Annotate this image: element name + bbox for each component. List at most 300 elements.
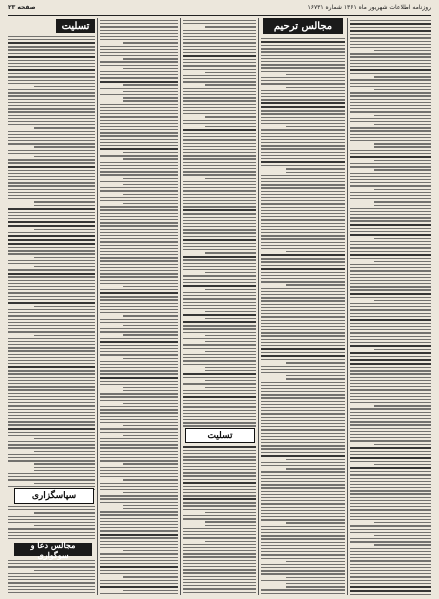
text-line	[34, 201, 95, 202]
text-line	[100, 348, 178, 349]
text-line	[183, 537, 256, 538]
text-line	[100, 107, 178, 108]
text-line	[261, 45, 345, 46]
text-line	[183, 136, 256, 137]
text-line	[183, 298, 256, 299]
text-line	[34, 205, 95, 206]
text-line	[100, 495, 178, 496]
text-line	[183, 572, 256, 573]
text-line	[100, 206, 178, 207]
text-line	[8, 566, 95, 567]
text-line	[261, 235, 345, 236]
text-line	[100, 412, 178, 413]
text-line	[8, 179, 95, 180]
text-line	[183, 129, 256, 131]
text-line	[100, 400, 178, 401]
text-line	[8, 66, 95, 67]
text-line	[183, 582, 256, 583]
text-line	[8, 56, 95, 58]
text-line	[100, 454, 178, 455]
text-line	[350, 567, 431, 568]
text-line	[123, 100, 178, 101]
text-line	[100, 370, 178, 371]
text-line	[183, 472, 256, 473]
text-line	[261, 58, 345, 59]
text-line	[34, 86, 95, 87]
text-line	[183, 42, 256, 43]
text-line	[261, 491, 345, 492]
text-line	[8, 516, 95, 517]
text-line	[8, 331, 95, 332]
text-line	[261, 382, 345, 383]
text-line	[100, 573, 178, 574]
text-line	[261, 178, 345, 179]
text-line	[350, 185, 431, 186]
text-line	[261, 545, 345, 546]
text-line	[350, 66, 431, 67]
text-line	[123, 203, 178, 204]
text-line	[261, 570, 345, 571]
column-divider	[347, 18, 348, 595]
text-line	[350, 251, 431, 252]
text-line	[261, 567, 345, 568]
text-line	[183, 165, 256, 166]
text-line	[123, 550, 178, 551]
text-line	[100, 432, 178, 433]
text-line	[350, 583, 431, 584]
text-line	[350, 516, 431, 517]
text-line	[8, 269, 95, 270]
text-line	[8, 402, 95, 403]
text-line	[183, 534, 256, 535]
text-line	[183, 509, 256, 510]
text-line	[286, 583, 345, 584]
text-line	[350, 156, 431, 158]
text-line	[123, 390, 178, 391]
text-line	[374, 50, 431, 51]
text-line	[8, 579, 95, 580]
text-line	[8, 309, 95, 310]
text-line	[261, 242, 345, 243]
text-line	[261, 394, 345, 395]
text-line	[261, 513, 345, 514]
text-line	[100, 110, 178, 111]
text-line	[100, 428, 178, 429]
text-line	[8, 473, 95, 474]
text-line	[350, 377, 431, 378]
text-line	[261, 61, 345, 62]
text-line	[183, 321, 256, 323]
text-line	[350, 506, 431, 507]
text-line	[350, 408, 431, 409]
text-block	[183, 446, 256, 595]
text-line	[100, 104, 178, 105]
text-line	[8, 195, 95, 196]
text-line	[261, 120, 345, 121]
text-line	[261, 359, 345, 360]
text-line	[8, 409, 95, 410]
text-line	[261, 452, 345, 453]
text-line	[100, 498, 178, 499]
text-line	[205, 351, 256, 352]
text-line	[8, 354, 95, 355]
text-line	[123, 435, 178, 436]
text-line	[100, 251, 178, 252]
text-line	[261, 207, 345, 208]
text-line	[8, 586, 95, 587]
text-line	[100, 145, 178, 146]
text-line	[8, 192, 95, 193]
text-line	[261, 355, 345, 357]
text-line	[350, 53, 431, 54]
text-line	[261, 99, 345, 100]
text-line	[100, 46, 178, 47]
text-line	[8, 302, 95, 304]
text-line	[100, 264, 178, 265]
text-line	[123, 68, 178, 69]
text-line	[183, 232, 256, 233]
text-line	[350, 224, 431, 226]
text-line	[374, 115, 431, 116]
text-line	[183, 152, 256, 153]
text-line	[100, 406, 178, 407]
text-line	[261, 148, 345, 149]
text-line	[183, 246, 256, 247]
text-line	[183, 110, 256, 111]
text-line	[350, 332, 431, 333]
text-line	[100, 39, 178, 40]
text-line	[100, 120, 178, 121]
text-line	[123, 42, 178, 43]
text-line	[261, 484, 345, 485]
text-line	[350, 481, 431, 482]
text-line	[261, 288, 345, 289]
text-line	[8, 441, 95, 442]
text-line	[8, 42, 95, 44]
text-line	[100, 132, 178, 133]
text-line	[350, 590, 431, 592]
text-line	[100, 165, 178, 166]
text-line	[261, 554, 345, 555]
text-line	[183, 100, 256, 101]
text-line	[374, 146, 431, 147]
text-line	[350, 490, 431, 491]
text-line	[261, 436, 345, 437]
text-line	[183, 236, 256, 237]
text-line	[350, 399, 431, 400]
text-line	[183, 360, 256, 361]
text-line	[100, 52, 178, 53]
text-line	[350, 484, 431, 485]
text-line	[183, 410, 256, 411]
text-line	[350, 313, 431, 314]
text-line	[261, 83, 345, 84]
text-line	[261, 71, 345, 72]
text-line	[261, 216, 345, 217]
text-line	[350, 383, 431, 384]
text-line	[183, 338, 256, 339]
text-line	[261, 580, 345, 581]
text-line	[261, 417, 345, 418]
text-line	[8, 535, 95, 536]
text-line	[100, 460, 178, 461]
text-line	[100, 367, 178, 368]
text-line	[8, 424, 95, 425]
text-line	[261, 158, 345, 159]
text-line	[350, 37, 431, 38]
text-line	[350, 254, 431, 256]
text-line	[100, 553, 178, 554]
text-line	[350, 150, 431, 151]
text-line	[261, 261, 345, 262]
text-line	[205, 126, 256, 127]
text-line	[350, 560, 431, 561]
text-line	[183, 332, 256, 333]
text-line	[8, 589, 95, 590]
text-line	[183, 588, 256, 589]
text-line	[100, 438, 178, 439]
text-line	[8, 247, 95, 248]
text-line	[183, 256, 256, 258]
text-line	[8, 296, 95, 297]
text-line	[100, 229, 178, 230]
text-line	[8, 99, 95, 100]
text-line	[261, 136, 345, 137]
text-line	[350, 529, 431, 530]
text-line	[8, 243, 95, 245]
text-line	[261, 223, 345, 224]
text-line	[123, 97, 178, 98]
text-line	[350, 421, 431, 422]
text-line	[8, 198, 95, 199]
text-line	[205, 380, 256, 381]
text-line	[183, 325, 256, 326]
text-line	[350, 363, 431, 365]
text-line	[350, 586, 431, 588]
text-line	[286, 577, 345, 578]
text-line	[183, 139, 256, 140]
text-line	[374, 535, 431, 536]
text-line	[205, 311, 256, 312]
text-line	[261, 564, 345, 565]
text-line	[8, 560, 95, 561]
text-line	[350, 380, 431, 381]
text-line	[183, 209, 256, 211]
text-line	[286, 251, 345, 252]
text-line	[34, 570, 95, 571]
text-line	[183, 168, 256, 169]
text-line	[261, 573, 345, 574]
text-line	[261, 462, 345, 463]
text-line	[8, 486, 95, 487]
text-line	[183, 239, 256, 241]
text-line	[100, 260, 178, 261]
text-line	[183, 396, 256, 398]
text-line	[100, 30, 178, 31]
text-line	[100, 354, 178, 355]
text-line	[123, 479, 178, 480]
text-line	[100, 345, 178, 346]
condolence-banner-mid: تسلیت	[185, 428, 255, 443]
text-line	[183, 81, 256, 82]
text-line	[183, 97, 256, 98]
text-line	[261, 348, 345, 350]
text-line	[261, 161, 345, 163]
condolence-banner-top: تسلیت	[56, 19, 95, 33]
text-line	[350, 27, 431, 28]
text-line	[8, 143, 95, 144]
text-line	[183, 149, 256, 150]
text-line	[183, 466, 256, 467]
text-line	[350, 493, 431, 494]
text-block	[8, 36, 95, 492]
text-line	[183, 187, 256, 188]
text-line	[123, 194, 178, 195]
text-line	[8, 347, 95, 348]
text-line	[205, 178, 256, 179]
text-line	[183, 203, 256, 204]
text-line	[183, 171, 256, 172]
text-line	[350, 487, 431, 488]
text-line	[100, 94, 178, 95]
text-line	[350, 244, 431, 245]
text-line	[183, 531, 256, 532]
text-line	[183, 206, 256, 207]
text-line	[123, 403, 178, 404]
text-line	[8, 421, 95, 422]
text-line	[183, 450, 256, 451]
text-line	[350, 289, 431, 290]
text-line	[261, 113, 345, 114]
text-line	[183, 213, 256, 214]
text-line	[350, 415, 431, 416]
text-line	[205, 116, 256, 117]
text-line	[261, 332, 345, 333]
text-line	[100, 257, 178, 258]
text-line	[183, 486, 256, 487]
text-line	[100, 190, 178, 191]
text-line	[123, 178, 178, 179]
text-line	[183, 292, 256, 293]
text-line	[8, 111, 95, 112]
text-line	[183, 263, 256, 264]
text-line	[100, 142, 178, 143]
text-line	[261, 187, 345, 188]
text-line	[100, 148, 178, 150]
text-line	[123, 505, 178, 506]
text-line	[123, 325, 178, 326]
text-line	[34, 156, 95, 157]
text-line	[100, 322, 178, 323]
text-line	[261, 593, 345, 594]
text-line	[350, 30, 431, 32]
text-line	[350, 525, 431, 526]
text-line	[100, 521, 178, 522]
text-line	[100, 570, 178, 571]
text-line	[100, 36, 178, 37]
text-line	[100, 563, 178, 564]
text-line	[350, 231, 431, 232]
text-line	[8, 573, 95, 574]
text-line	[183, 39, 256, 40]
text-line	[100, 331, 178, 332]
text-line	[183, 46, 256, 47]
text-line	[100, 126, 178, 127]
text-line	[100, 289, 178, 290]
text-line	[183, 585, 256, 586]
text-line	[34, 127, 95, 128]
text-line	[100, 583, 178, 584]
text-line	[183, 279, 256, 280]
text-line	[261, 219, 345, 220]
text-line	[261, 67, 345, 68]
text-line	[261, 210, 345, 211]
text-line	[205, 525, 256, 526]
text-line	[350, 402, 431, 403]
text-line	[8, 393, 95, 394]
text-line	[261, 175, 345, 176]
text-line	[261, 410, 345, 411]
text-line	[261, 281, 345, 282]
text-line	[8, 476, 95, 477]
text-line	[100, 381, 178, 382]
text-line	[350, 336, 431, 337]
text-line	[100, 306, 178, 307]
text-line	[183, 69, 256, 70]
text-line	[8, 454, 95, 455]
text-line	[100, 470, 178, 471]
text-line	[100, 267, 178, 268]
text-line	[183, 75, 256, 76]
text-line	[183, 422, 256, 423]
text-line	[8, 383, 95, 384]
text-line	[123, 158, 178, 159]
text-line	[350, 570, 431, 571]
text-line	[100, 129, 178, 130]
text-line	[183, 419, 256, 420]
text-line	[350, 195, 431, 196]
text-line	[261, 152, 345, 153]
text-line	[8, 344, 95, 345]
text-line	[261, 304, 345, 305]
text-line	[183, 348, 256, 349]
text-line	[261, 481, 345, 482]
text-line	[261, 200, 345, 201]
text-line	[100, 351, 178, 352]
text-line	[8, 418, 95, 419]
text-line	[123, 358, 178, 359]
text-line	[350, 389, 431, 390]
text-line	[100, 541, 178, 542]
text-line	[8, 312, 95, 313]
text-line	[261, 420, 345, 421]
text-line	[34, 470, 95, 471]
text-line	[261, 96, 345, 97]
text-line	[261, 294, 345, 295]
text-line	[350, 127, 431, 128]
text-block	[350, 20, 431, 595]
text-line	[261, 41, 345, 43]
column-3	[183, 18, 256, 595]
text-line	[123, 425, 178, 426]
text-line	[100, 55, 178, 56]
text-line	[261, 245, 345, 246]
text-line	[8, 396, 95, 397]
text-line	[8, 221, 95, 223]
text-line	[183, 354, 256, 355]
text-line	[205, 541, 256, 542]
text-line	[100, 547, 178, 548]
